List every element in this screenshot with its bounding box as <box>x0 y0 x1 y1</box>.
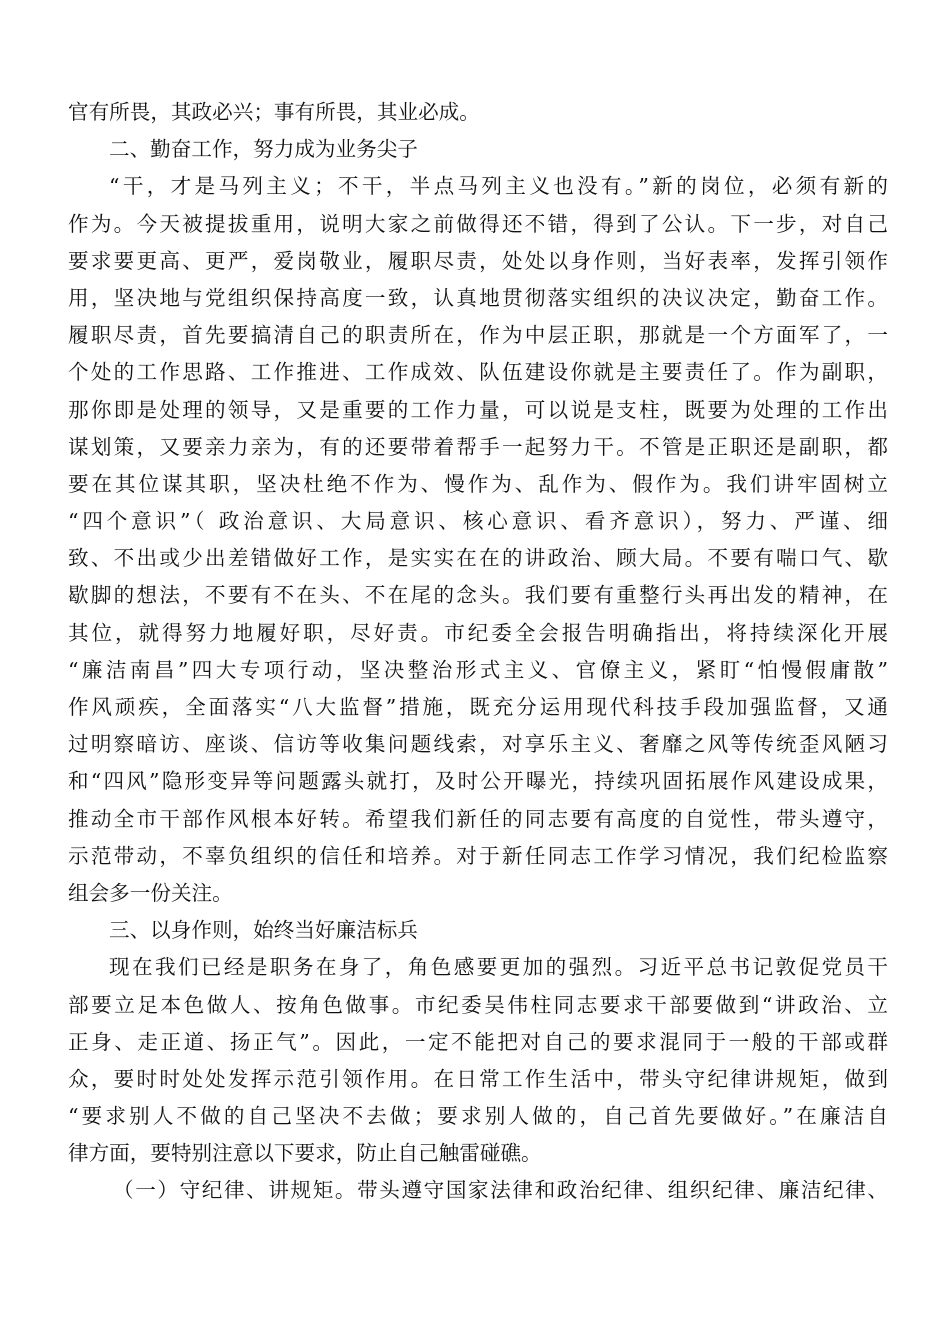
text-line: 三、以身作则，始终当好廉洁标兵 <box>109 918 418 943</box>
text-line: 要求要更高、更严，爱岗敬业，履职尽责，处处以身作则，当好表率，发挥引领作 <box>68 248 888 273</box>
text-line: “要求别人不做的自己坚决不去做；要求别人做的，自己首先要做好。”在廉洁自 <box>68 1104 888 1129</box>
text-line: 歇脚的想法，不要有不在头、不在尾的念头。我们要有重整行头再出发的精神，在 <box>68 583 888 608</box>
text-line: 过明察暗访、座谈、信访等收集问题线索，对享乐主义、奢靡之风等传统歪风陋习 <box>68 732 888 757</box>
text-line: 推动全市干部作风根本好转。希望我们新任的同志要有高度的自觉性，带头遵守， <box>68 806 888 831</box>
text-line: 组会多一份关注。 <box>68 880 233 905</box>
text-line: 致、不出或少出差错做好工作，是实实在在的讲政治、顾大局。不要有喘口气、歇 <box>68 546 888 571</box>
text-line: 律方面，要特别注意以下要求，防止自己触雷碰礁。 <box>68 1141 542 1166</box>
text-line: 二、勤奋工作，努力成为业务尖子 <box>109 137 418 162</box>
text-line: “四个意识”（ 政治意识、大局意识、核心意识、看齐意识），努力、严谨、细 <box>68 509 888 534</box>
text-line: “干，才是马列主义；不干，半点马列主义也没有。”新的岗位，必须有新的 <box>109 174 888 199</box>
text-line: 官有所畏，其政必兴；事有所畏，其业必成。 <box>68 100 480 124</box>
text-line: “廉洁南昌”四大专项行动，坚决整治形式主义、官僚主义，紧盯“怕慢假庸散” <box>68 657 888 682</box>
text-line: 现在我们已经是职务在身了，角色感要更加的强烈。习近平总书记敦促党员干 <box>109 955 888 980</box>
text-line: 履职尽责，首先要搞清自己的职责所在，作为中层正职，那就是一个方面军了，一 <box>68 323 888 348</box>
text-line: 部要立足本色做人、按角色做事。市纪委吴伟柱同志要求干部要做到“讲政治、立 <box>68 992 888 1017</box>
text-line: 众，要时时处处发挥示范引领作用。在日常工作生活中，带头守纪律讲规矩，做到 <box>68 1066 888 1091</box>
text-line: 用，坚决地与党组织保持高度一致，认真地贯彻落实组织的决议决定，勤奋工作。 <box>68 285 888 310</box>
document-body <box>68 94 888 1210</box>
text-line: 作为。今天被提拔重用，说明大家之前做得还不错，得到了公认。下一步，对自己 <box>68 211 888 236</box>
text-line: 和“四风”隐形变异等问题露头就打，及时公开曝光，持续巩固拓展作风建设成果， <box>68 769 888 794</box>
text-line: 要在其位谋其职，坚决杜绝不作为、慢作为、乱作为、假作为。我们讲牢固树立 <box>68 471 888 496</box>
text-line: 谋划策，又要亲力亲为，有的还要带着帮手一起努力干。不管是正职还是副职，都 <box>68 434 888 459</box>
text-line: 其位，就得努力地履好职，尽好责。市纪委全会报告明确指出，将持续深化开展 <box>68 620 888 645</box>
text-line: 那你即是处理的领导，又是重要的工作力量，可以说是支柱，既要为处理的工作出 <box>68 397 888 422</box>
text-line: 个处的工作思路、工作推进、工作成效、队伍建设你就是主要责任了。作为副职， <box>68 360 888 385</box>
text-line: （一）守纪律、讲规矩。带头遵守国家法律和政治纪律、组织纪律、廉洁纪律、 <box>113 1178 888 1203</box>
text-line: 作风顽疾，全面落实“八大监督”措施，既充分运用现代科技手段加强监督，又通 <box>68 695 888 719</box>
text-line: 示范带动，不辜负组织的信任和培养。对于新任同志工作学习情况，我们纪检监察 <box>68 843 888 868</box>
text-line: 正身、走正道、扬正气”。因此，一定不能把对自己的要求混同于一般的干部或群 <box>68 1029 888 1054</box>
